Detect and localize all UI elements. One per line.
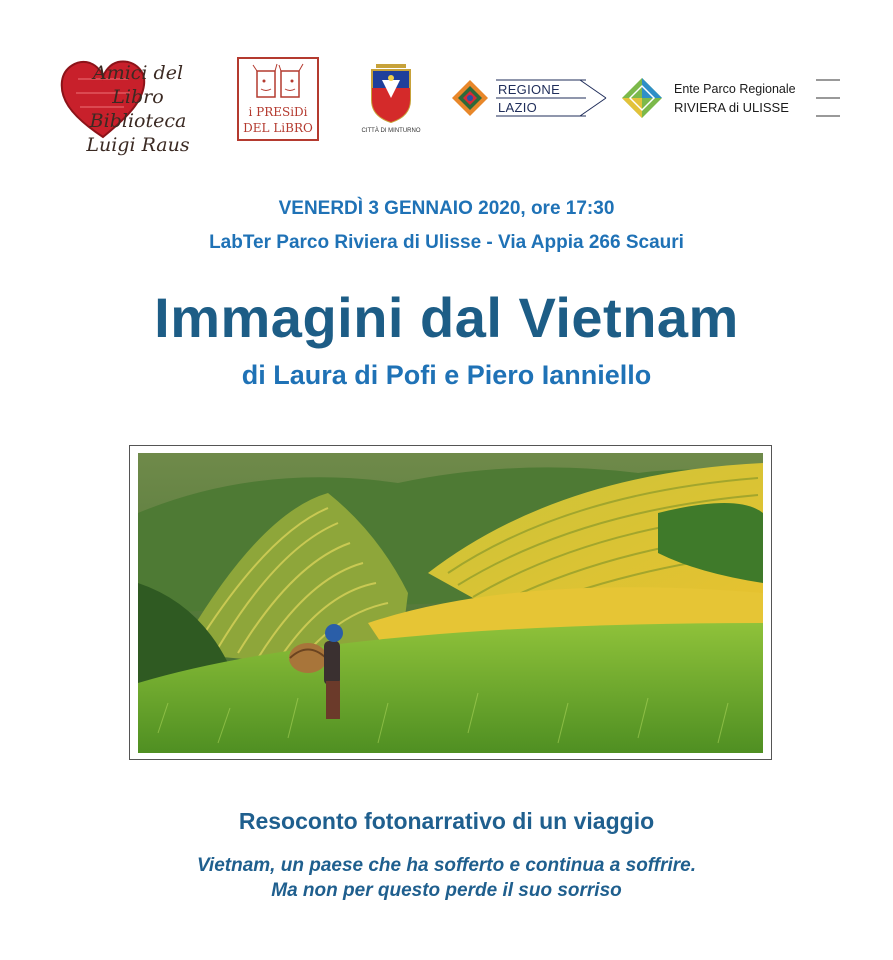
amici-line1: Amici del Libro (92, 62, 184, 108)
parco-line1: Ente Parco Regionale (674, 82, 796, 96)
amici-line3: Luigi Raus (86, 134, 190, 156)
photo-frame (129, 445, 772, 760)
rice-terraces-illustration (138, 453, 763, 753)
event-subtitle: Resoconto fotonarrativo di un viaggio (238, 808, 655, 834)
amici-line2: Biblioteca (89, 110, 187, 132)
ente-parco-logo (620, 76, 845, 122)
lazio-line1: REGIONE (498, 82, 561, 97)
event-venue: LabTer Parco Riviera di Ulisse - Via Appia 266 Scauri (209, 232, 684, 253)
minturno-caption: CITTÀ DI MINTURNO (361, 128, 421, 134)
lazio-line2: LAZIO (498, 100, 538, 115)
amici-del-libro-logo (58, 55, 208, 156)
quote-line2: Ma non per questo perde il suo sorriso (271, 880, 622, 901)
parco-line2: RIVIERA di ULISSE (674, 100, 789, 115)
book-faces-icon (239, 61, 317, 107)
event-authors: di Laura di Pofi e Piero Ianniello (241, 360, 652, 390)
rice-terraces-photo (138, 453, 763, 753)
event-title: Immagini dal Vietnam (154, 286, 739, 349)
coat-of-arms-icon (360, 58, 422, 126)
quote-line1: Vietnam, un paese che ha sofferto e continua a soffrire. (196, 855, 697, 876)
minturno-crest-logo (360, 58, 422, 140)
event-date: VENERDÌ 3 GENNAIO 2020, ore 17:30 (278, 198, 615, 219)
presidi-line2: DEL LiBRO (243, 121, 313, 135)
presidi-line1: i PRESiDi (248, 105, 308, 119)
regione-lazio-logo (450, 78, 610, 120)
presidi-del-libro-logo (237, 57, 319, 141)
